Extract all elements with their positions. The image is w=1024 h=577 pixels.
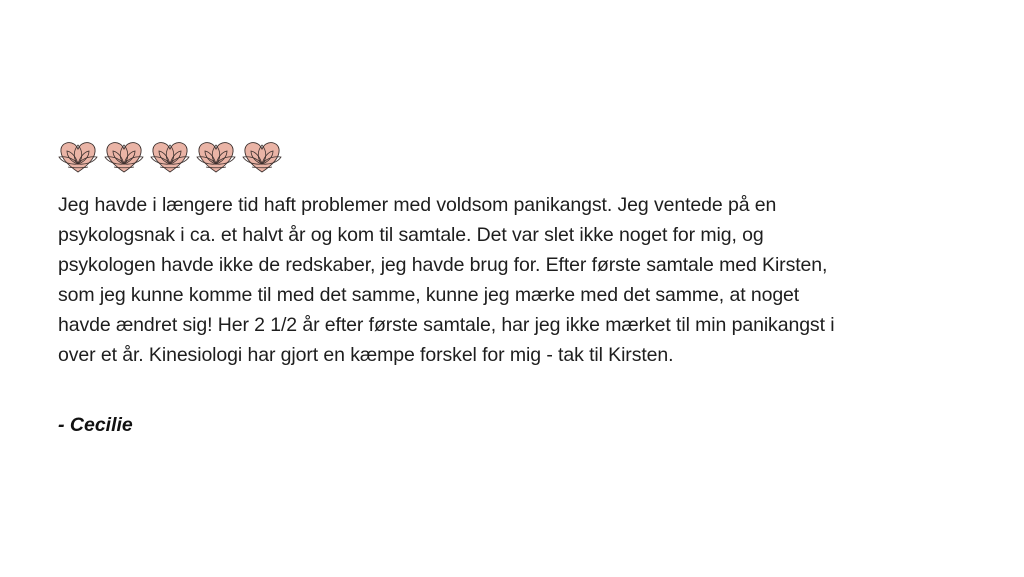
testimonial-line: som jeg kunne komme til med det samme, kunne jeg mærke med det samme, at noget (58, 284, 800, 306)
testimonial-line: Jeg havde i længere tid haft problemer med voldsom panikangst. Jeg ventede på en (58, 194, 777, 216)
lotus-heart-icon (58, 137, 98, 175)
testimonial-line: over et år. Kinesiologi har gjort en kæmpe forskel for mig - tak til Kirsten. (58, 344, 674, 366)
lotus-heart-icon (196, 137, 236, 175)
testimonial-line: havde ændret sig! Her 2 1/2 år efter første samtale, har jeg ikke mærket til min panikangst i (58, 314, 835, 336)
rating-icons (58, 136, 978, 176)
testimonial-line: psykologsnak i ca. et halvt år og kom til samtale. Det var slet ikke noget for mig, og (58, 224, 764, 246)
testimonial-author: - Cecilie (58, 414, 133, 436)
lotus-heart-icon (150, 137, 190, 175)
testimonial-text (58, 190, 978, 370)
lotus-heart-icon (242, 137, 282, 175)
testimonial-card (58, 136, 978, 437)
testimonial-line: psykologen havde ikke de redskaber, jeg havde brug for. Efter første samtale med Kirsten, (58, 254, 828, 276)
lotus-heart-icon (104, 137, 144, 175)
